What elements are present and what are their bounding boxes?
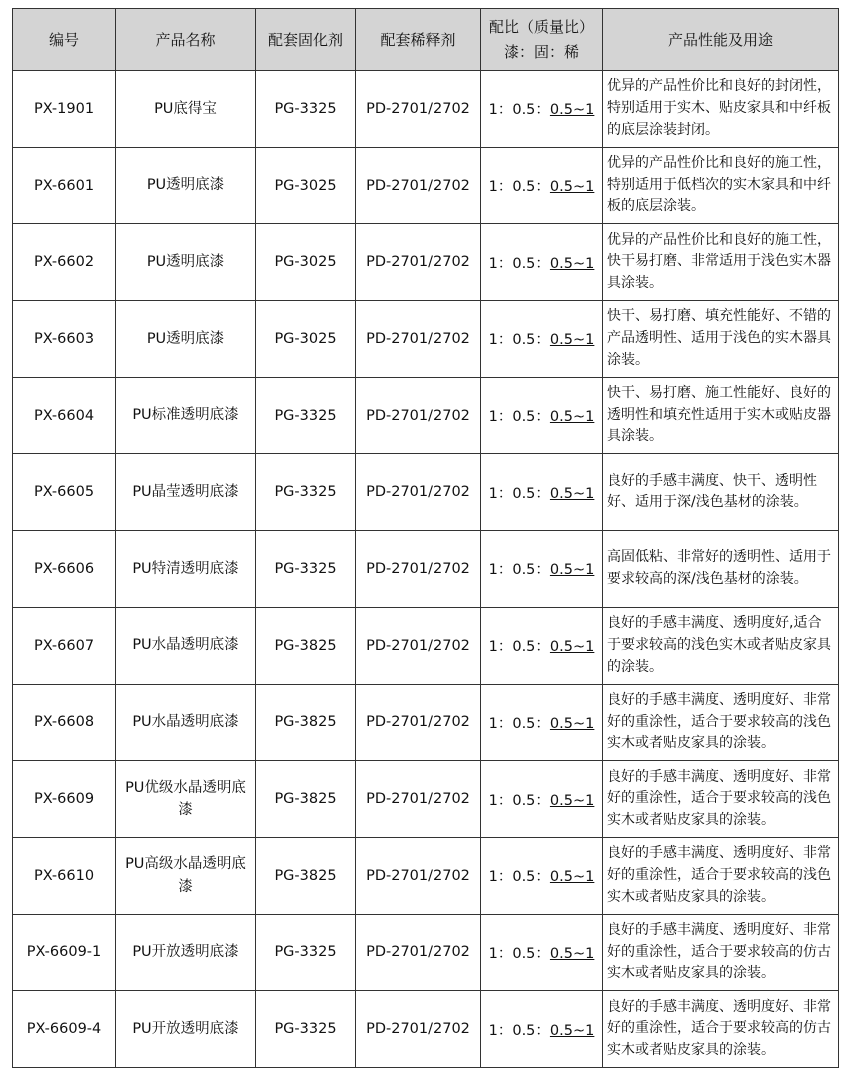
ratio-thinner-range: 0.5~1 bbox=[549, 102, 595, 119]
cell-description: 良好的手感丰满度、透明度好、非常好的重涂性，适合于要求较高的浅色实木或者贴皮家具的涂装。 bbox=[603, 684, 839, 761]
cell-thinner: PD-2701/2702 bbox=[356, 837, 481, 914]
table-row bbox=[13, 301, 839, 378]
cell-thinner: PD-2701/2702 bbox=[356, 224, 481, 301]
table-row bbox=[13, 454, 839, 531]
cell-hardener: PG-3825 bbox=[256, 761, 356, 838]
ratio-base: 1：0.5： bbox=[488, 1022, 550, 1039]
table-row bbox=[13, 71, 839, 148]
cell-ratio bbox=[481, 224, 603, 301]
ratio-base: 1：0.5： bbox=[488, 102, 550, 119]
cell-code: PX-6606 bbox=[13, 531, 116, 608]
cell-name: PU透明底漆 bbox=[116, 224, 256, 301]
cell-ratio bbox=[481, 761, 603, 838]
cell-hardener: PG-3825 bbox=[256, 684, 356, 761]
table-body bbox=[13, 71, 839, 1068]
table-row bbox=[13, 914, 839, 991]
cell-code: PX-6609-4 bbox=[13, 991, 116, 1068]
ratio-thinner-range: 0.5~1 bbox=[549, 945, 595, 962]
ratio-base: 1：0.5： bbox=[488, 485, 550, 502]
table-row bbox=[13, 147, 839, 224]
ratio-thinner-range: 0.5~1 bbox=[549, 715, 595, 732]
cell-code: PX-6610 bbox=[13, 837, 116, 914]
cell-hardener: PG-3025 bbox=[256, 224, 356, 301]
ratio-base: 1：0.5： bbox=[488, 255, 550, 272]
cell-description: 优异的产品性价比和良好的封闭性，特别适用于实木、贴皮家具和中纤板的底层涂装封闭。 bbox=[603, 71, 839, 148]
cell-code: PX-6609-1 bbox=[13, 914, 116, 991]
cell-name: PU优级水晶透明底漆 bbox=[116, 761, 256, 838]
table-row bbox=[13, 607, 839, 684]
cell-description: 良好的手感丰满度、透明度好、非常好的重涂性，适合于要求较高的浅色实木或者贴皮家具的涂装。 bbox=[603, 761, 839, 838]
cell-name: PU水晶透明底漆 bbox=[116, 684, 256, 761]
cell-code: PX-6603 bbox=[13, 301, 116, 378]
cell-hardener: PG-3325 bbox=[256, 454, 356, 531]
ratio-base: 1：0.5： bbox=[488, 409, 550, 426]
cell-thinner: PD-2701/2702 bbox=[356, 147, 481, 224]
ratio-thinner-range: 0.5~1 bbox=[549, 332, 595, 349]
cell-thinner: PD-2701/2702 bbox=[356, 761, 481, 838]
cell-ratio bbox=[481, 377, 603, 454]
cell-hardener: PG-3825 bbox=[256, 607, 356, 684]
table-row bbox=[13, 837, 839, 914]
cell-code: PX-6601 bbox=[13, 147, 116, 224]
cell-ratio bbox=[481, 301, 603, 378]
cell-thinner: PD-2701/2702 bbox=[356, 991, 481, 1068]
cell-thinner: PD-2701/2702 bbox=[356, 454, 481, 531]
ratio-base: 1：0.5： bbox=[488, 562, 550, 579]
cell-code: PX-6608 bbox=[13, 684, 116, 761]
cell-hardener: PG-3325 bbox=[256, 914, 356, 991]
ratio-base: 1：0.5： bbox=[488, 945, 550, 962]
ratio-thinner-range: 0.5~1 bbox=[549, 562, 595, 579]
cell-ratio bbox=[481, 991, 603, 1068]
ratio-base: 1：0.5： bbox=[488, 869, 550, 886]
cell-name: PU特清透明底漆 bbox=[116, 531, 256, 608]
cell-hardener: PG-3025 bbox=[256, 301, 356, 378]
cell-description: 优异的产品性价比和良好的施工性，快干易打磨、非常适用于浅色实木器具涂装。 bbox=[603, 224, 839, 301]
cell-description: 良好的手感丰满度、快干、透明性好、适用于深/浅色基材的涂装。 bbox=[603, 454, 839, 531]
cell-hardener: PG-3325 bbox=[256, 991, 356, 1068]
cell-name: PU开放透明底漆 bbox=[116, 991, 256, 1068]
cell-code: PX-1901 bbox=[13, 71, 116, 148]
ratio-base: 1：0.5： bbox=[488, 715, 550, 732]
ratio-thinner-range: 0.5~1 bbox=[549, 639, 595, 656]
cell-ratio bbox=[481, 684, 603, 761]
ratio-thinner-range: 0.5~1 bbox=[549, 255, 595, 272]
cell-code: PX-6609 bbox=[13, 761, 116, 838]
cell-code: PX-6602 bbox=[13, 224, 116, 301]
header-ratio bbox=[481, 9, 603, 71]
header-usage: 产品性能及用途 bbox=[603, 9, 839, 71]
header-ratio-sub: 漆：固：稀 bbox=[503, 42, 579, 61]
cell-code: PX-6607 bbox=[13, 607, 116, 684]
cell-description: 良好的手感丰满度、透明度好、非常好的重涂性，适合于要求较高的仿古实木或者贴皮家具的涂装。 bbox=[603, 991, 839, 1068]
cell-hardener: PG-3025 bbox=[256, 147, 356, 224]
table-row bbox=[13, 224, 839, 301]
cell-description: 优异的产品性价比和良好的施工性，特别适用于低档次的实木家具和中纤板的底层涂装。 bbox=[603, 147, 839, 224]
cell-description: 良好的手感丰满度、透明度好、非常好的重涂性，适合于要求较高的仿古实木或者贴皮家具的涂装。 bbox=[603, 914, 839, 991]
cell-description: 良好的手感丰满度、透明度好,适合于要求较高的浅色实木或者贴皮家具的涂装。 bbox=[603, 607, 839, 684]
cell-name: PU水晶透明底漆 bbox=[116, 607, 256, 684]
cell-thinner: PD-2701/2702 bbox=[356, 607, 481, 684]
cell-ratio bbox=[481, 914, 603, 991]
cell-ratio bbox=[481, 837, 603, 914]
header-thinner: 配套稀释剂 bbox=[356, 9, 481, 71]
ratio-thinner-range: 0.5~1 bbox=[549, 1022, 595, 1039]
product-spec-table bbox=[12, 8, 839, 1068]
cell-name: PU标准透明底漆 bbox=[116, 377, 256, 454]
table-row bbox=[13, 531, 839, 608]
cell-name: PU晶莹透明底漆 bbox=[116, 454, 256, 531]
cell-code: PX-6604 bbox=[13, 377, 116, 454]
cell-description: 良好的手感丰满度、透明度好、非常好的重涂性，适合于要求较高的浅色实木或者贴皮家具的涂装。 bbox=[603, 837, 839, 914]
cell-ratio bbox=[481, 607, 603, 684]
cell-hardener: PG-3325 bbox=[256, 71, 356, 148]
cell-name: PU透明底漆 bbox=[116, 301, 256, 378]
ratio-base: 1：0.5： bbox=[488, 792, 550, 809]
table-row bbox=[13, 991, 839, 1068]
cell-name: PU开放透明底漆 bbox=[116, 914, 256, 991]
header-hardener: 配套固化剂 bbox=[256, 9, 356, 71]
cell-ratio bbox=[481, 71, 603, 148]
table-row bbox=[13, 684, 839, 761]
header-row bbox=[13, 9, 839, 71]
cell-thinner: PD-2701/2702 bbox=[356, 71, 481, 148]
cell-thinner: PD-2701/2702 bbox=[356, 684, 481, 761]
cell-hardener: PG-3825 bbox=[256, 837, 356, 914]
cell-hardener: PG-3325 bbox=[256, 377, 356, 454]
ratio-base: 1：0.5： bbox=[488, 332, 550, 349]
cell-ratio bbox=[481, 454, 603, 531]
cell-thinner: PD-2701/2702 bbox=[356, 531, 481, 608]
header-ratio-title: 配比（质量比） bbox=[488, 17, 594, 36]
cell-thinner: PD-2701/2702 bbox=[356, 301, 481, 378]
ratio-thinner-range: 0.5~1 bbox=[549, 485, 595, 502]
ratio-thinner-range: 0.5~1 bbox=[549, 869, 595, 886]
ratio-thinner-range: 0.5~1 bbox=[549, 792, 595, 809]
cell-name: PU底得宝 bbox=[116, 71, 256, 148]
cell-hardener: PG-3325 bbox=[256, 531, 356, 608]
cell-code: PX-6605 bbox=[13, 454, 116, 531]
cell-thinner: PD-2701/2702 bbox=[356, 377, 481, 454]
cell-description: 快干、易打磨、施工性能好、良好的透明性和填充性适用于实木或贴皮器具涂装。 bbox=[603, 377, 839, 454]
cell-name: PU透明底漆 bbox=[116, 147, 256, 224]
cell-description: 高固低粘、非常好的透明性、适用于要求较高的深/浅色基材的涂装。 bbox=[603, 531, 839, 608]
ratio-base: 1：0.5： bbox=[488, 179, 550, 196]
table-row bbox=[13, 377, 839, 454]
ratio-thinner-range: 0.5~1 bbox=[549, 179, 595, 196]
cell-name: PU高级水晶透明底漆 bbox=[116, 837, 256, 914]
table-header bbox=[13, 9, 839, 71]
header-name: 产品名称 bbox=[116, 9, 256, 71]
ratio-base: 1：0.5： bbox=[488, 639, 550, 656]
cell-ratio bbox=[481, 147, 603, 224]
ratio-thinner-range: 0.5~1 bbox=[549, 409, 595, 426]
cell-thinner: PD-2701/2702 bbox=[356, 914, 481, 991]
table-row bbox=[13, 761, 839, 838]
cell-description: 快干、易打磨、填充性能好、不错的产品透明性、适用于浅色的实木器具涂装。 bbox=[603, 301, 839, 378]
cell-ratio bbox=[481, 531, 603, 608]
header-code: 编号 bbox=[13, 9, 116, 71]
